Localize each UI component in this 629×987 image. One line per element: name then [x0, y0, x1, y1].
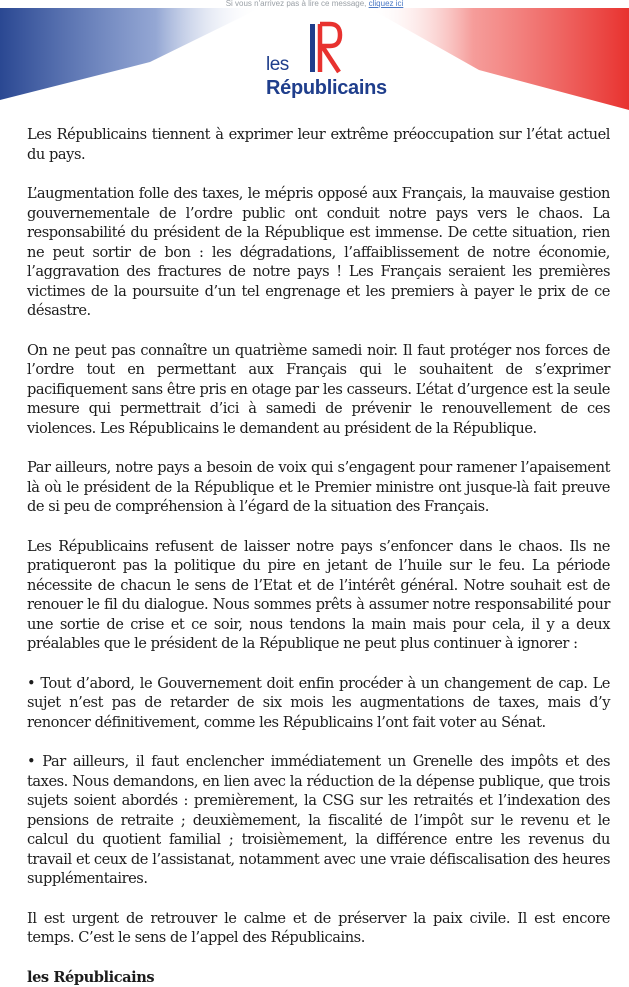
bullet-change-course: • Tout d’abord, le Gouvernement doit enfin procéder à un changement de cap. Le sujet n’est pas de retarder de six mois les augmentations de taxes, mais d’y renoncer définitivement, comme les Républicains l’ont fait voter au Sénat.	[27, 674, 610, 733]
paragraph-taxes: L’augmentation folle des taxes, le mépris opposé aux Français, la mauvaise gestion gouvernementale de l’ordre public ont conduit notre pays vers le chaos. La responsabilité du président de la République est immense. De cette situation, rien ne peut sortir de bon : les dégradations, l’affaiblissement de notre économie, l’aggravation des fractures de notre pays ! Les Français seraient les premières victimes de la poursuite d’un tel engrenage et les premiers à payer le prix de ce désastre.	[27, 184, 610, 321]
logo-republicains-text: Républicains	[266, 77, 387, 100]
lr-monogram-icon	[306, 20, 346, 76]
top-notice-text: Si vous n'arrivez pas à lire ce message,	[226, 0, 367, 8]
press-release-body	[27, 125, 610, 987]
paragraph-appeasement: Par ailleurs, notre pays a besoin de voix qui s’engagent pour ramener l’apaisement là où le président de la République et le Premier ministre ont jusque-là fait preuve de si peu de compréhension à l’égard de la situation des Français.	[27, 458, 610, 517]
paragraph-chaos: Les Républicains refusent de laisser notre pays s’enfoncer dans le chaos. Ils ne pratiqueront pas la politique du pire en jetant de l’huile sur le feu. La période nécessite de chacun le sens de l’Etat et de l’intérêt général. Notre souhait est de renouer le fil du dialogue. Nous sommes prêts à assumer notre responsabilité pour une sortie de crise et ce soir, nous tendons la main mais pour cela, il y a deux préalables que le président de la République ne peut plus continuer à ignorer :	[27, 537, 610, 654]
paragraph-black-saturday: On ne peut pas connaître un quatrième samedi noir. Il faut protéger nos forces de l’ordre tout en permettant aux Français qui le souhaitent de s’exprimer pacifiquement sans être pris en otage par les casseurs. L’état d’urgence est la seule mesure qui permettrait d’ici à samedi de prévenir le renouvellement de ces violences. Les Républicains le demandent au président de la République.	[27, 341, 610, 439]
signature: les Républicains	[27, 968, 610, 987]
les-republicains-logo	[258, 20, 388, 100]
paragraph-intro: Les Républicains tiennent à exprimer leur extrême préoccupation sur l’état actuel du pays.	[27, 125, 610, 164]
paragraph-conclusion: Il est urgent de retrouver le calme et de préserver la paix civile. Il est encore temps. C’est le sens de l’appel des Républicains.	[27, 909, 610, 948]
top-notice-link[interactable]: cliquez ici	[369, 0, 404, 8]
bullet-grenelle: • Par ailleurs, il faut enclencher immédiatement un Grenelle des impôts et des taxes. Nous demandons, en lien avec la réduction de la dépense publique, que trois sujets soient abordés : premièrement, la CSG sur les retraités et l’indexation des pensions de retraite ; deuxièmement, la fiscalité de l’impôt sur le revenu et le calcul du quotient familial ; troisièmement, la différence entre les revenus du travail et ceux de l’assistanat, notamment avec une vraie défiscalisation des heures supplémentaires.	[27, 752, 610, 889]
logo-les-text: les	[266, 54, 289, 76]
